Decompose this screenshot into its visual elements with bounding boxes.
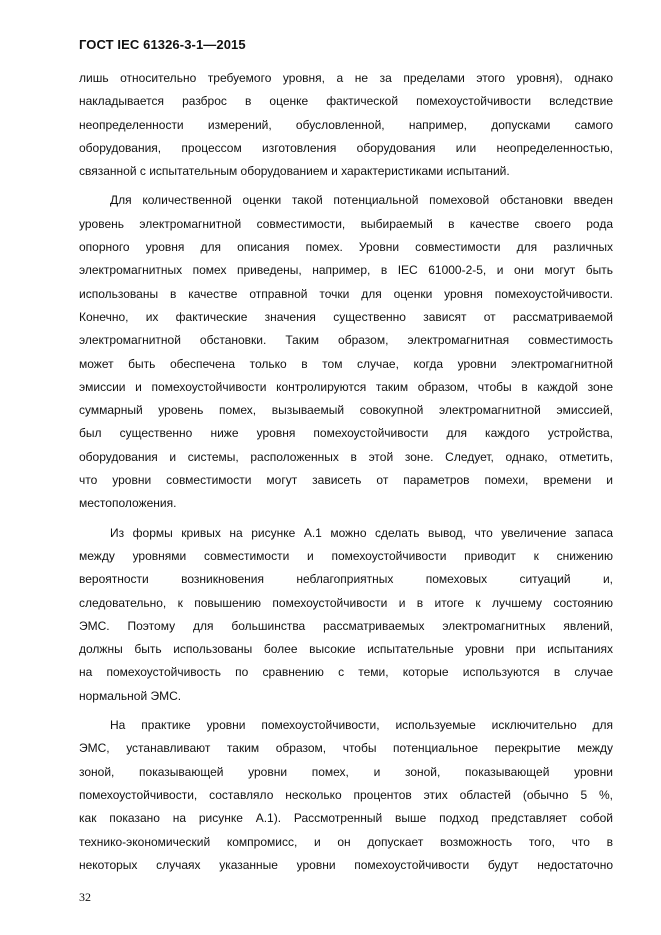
text-line: Конечно, их фактические значения существенно зависят от рассматриваемой: [79, 309, 613, 324]
paragraph-3: [79, 522, 613, 708]
text-line: на помехоустойчивость по сравнению с теми, которые используются в случае: [79, 665, 613, 680]
text-line: Из формы кривых на рисунке А.1 можно сделать вывод, что увеличение запаса: [110, 525, 613, 540]
paragraph-2: [79, 189, 613, 515]
text-line: местоположения.: [79, 496, 177, 511]
text-line: между уровнями совместимости и помехоустойчивости приводит к снижению: [79, 548, 613, 563]
text-line: оборудования и системы, расположенных в этой зоне. Следует, однако, отметить,: [79, 449, 613, 464]
text-line: как показано на рисунке А.1). Рассмотренный выше подход представляет собой: [79, 811, 613, 826]
text-line: уровень электромагнитной совместимости, выбираемый в качестве своего рода: [79, 216, 613, 231]
text-line: следовательно, к повышению помехоустойчивости и в итоге к лучшему состоянию: [79, 595, 613, 610]
text-line: помехоустойчивости, составляло несколько процентов этих областей (обычно 5 %,: [79, 787, 613, 802]
text-line: электромагнитной обстановки. Таким образом, электромагнитная совместимость: [79, 333, 613, 348]
text-line: зоной, показывающей уровни помех, и зоной, показывающей уровни: [79, 764, 613, 779]
text-line: эмиссии и помехоустойчивости контролируются таким образом, чтобы в каждой зоне: [79, 379, 613, 394]
page-number: 32: [79, 890, 91, 904]
text-line: должны быть использованы более высокие испытательные уровни при испытаниях: [79, 642, 613, 657]
text-line: некоторых случаях указанные уровни помехоустойчивости будут недостаточно: [79, 857, 613, 872]
text-line: может быть обеспечена только в том случае, когда уровни электромагнитной: [79, 356, 613, 371]
text-line: суммарный уровень помех, вызываемый совокупной электромагнитной эмиссией,: [79, 403, 613, 418]
paragraph-4: [79, 714, 613, 877]
text-line: связанной с испытательным оборудованием и характеристиками испытаний.: [79, 164, 510, 179]
document-header-title: ГОСТ IEC 61326-3-1—2015: [79, 37, 246, 52]
document-body: [79, 67, 613, 883]
text-line: что уровни совместимости могут зависеть от параметров помехи, времени и: [79, 473, 613, 488]
text-line: ЭМС. Поэтому для большинства рассматриваемых электромагнитных явлений,: [79, 618, 613, 633]
text-line: нормальной ЭМС.: [79, 688, 182, 703]
text-line: технико-экономический компромисс, и он допускает возможность того, что в: [79, 834, 613, 849]
paragraph-1: [79, 67, 613, 183]
text-line: неопределенности измерений, обусловленной, например, допусками самого: [79, 117, 613, 132]
text-line: лишь относительно требуемого уровня, а не за пределами этого уровня), однако: [79, 71, 613, 85]
text-line: опорного уровня для описания помех. Уровни совместимости для различных: [79, 240, 613, 255]
text-line: был существенно ниже уровня помехоустойчивости для каждого устройства,: [79, 426, 613, 441]
text-line: вероятности возникновения неблагоприятных помеховых ситуаций и,: [79, 572, 613, 587]
text-line: Для количественной оценки такой потенциальной помеховой обстановки введен: [110, 193, 613, 208]
text-line: ЭМС, устанавливают таким образом, чтобы потенциальное перекрытие между: [79, 741, 613, 756]
text-line: использованы в качестве отправной точки для оценки уровня помехоустойчивости.: [79, 286, 613, 301]
text-line: электромагнитных помех приведены, например, в IEC 61000-2-5, и они могут быть: [79, 263, 613, 278]
text-line: На практике уровни помехоустойчивости, используемые исключительно для: [110, 718, 613, 733]
text-line: оборудования, процессом изготовления оборудования или неопределенностью,: [79, 140, 613, 155]
text-line: накладывается разброс в оценке фактической помехоустойчивости вследствие: [79, 94, 613, 109]
